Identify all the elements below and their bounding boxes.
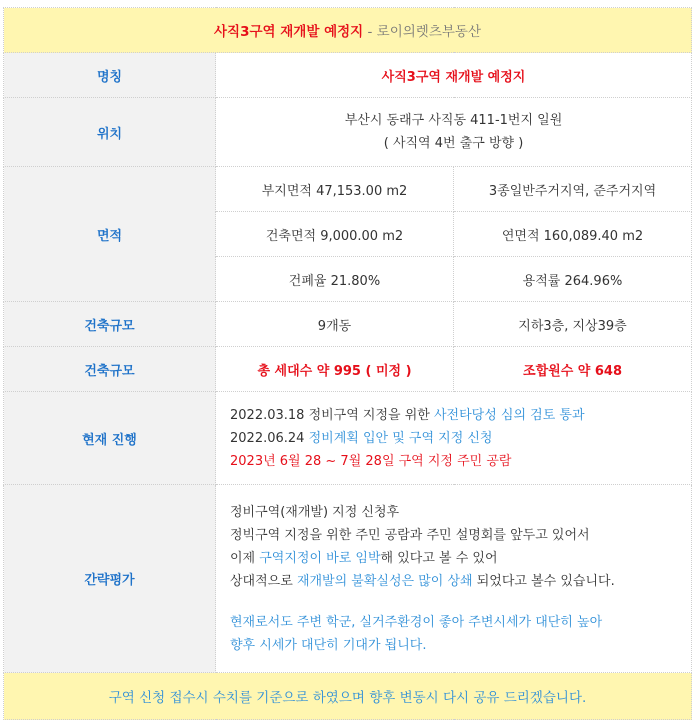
value-site-area: 부지면적 47,153.00 m2 <box>216 167 454 212</box>
eval-line-3 <box>230 547 685 570</box>
value-members: 조합원수 약 648 <box>454 347 692 392</box>
progress-line-1 <box>230 404 685 427</box>
progress-2-text: 2022.06.24 <box>230 430 309 446</box>
label-scale-1: 건축규모 <box>4 302 216 347</box>
progress-2-highlight: 정비계획 입안 및 구역 지정 신청 <box>308 430 493 446</box>
eval-line-1: 정비구역(재개발) 지정 신청후 <box>230 504 400 520</box>
eval-line-5: 현재로서도 주변 학군, 실거주환경이 좋아 주변시세가 대단히 높아 <box>230 614 603 630</box>
value-floor-area: 연면적 160,089.40 m2 <box>454 212 692 257</box>
value-coverage: 건폐율 21.80% <box>216 257 454 302</box>
header-banner <box>4 8 692 53</box>
blog-name: 로이의렛츠부동산 <box>376 24 481 40</box>
eval-line-4 <box>230 570 685 593</box>
label-area: 면적 <box>4 167 216 302</box>
eval-line-6: 향후 시세가 대단히 기대가 됩니다. <box>230 637 427 653</box>
label-scale-2: 건축규모 <box>4 347 216 392</box>
value-location <box>216 98 692 167</box>
row-area-1 <box>4 167 692 212</box>
footer-row <box>4 673 692 720</box>
progress-1-highlight: 사전타당성 심의 검토 통과 <box>433 407 585 423</box>
footer-note: 구역 신청 접수시 수치를 기준으로 하였으며 향후 변동시 다시 공유 드리겠습니다. <box>4 673 692 720</box>
eval-3-a: 이제 <box>230 550 260 566</box>
eval-4-a: 상대적으로 <box>230 573 297 589</box>
info-table <box>3 7 692 720</box>
row-progress <box>4 392 692 485</box>
page-title: 사직3구역 재개발 예정지 <box>214 24 364 40</box>
value-name: 사직3구역 재개발 예정지 <box>216 53 692 98</box>
eval-3-c: 해 있다고 볼 수 있어 <box>380 550 498 566</box>
label-name: 명칭 <box>4 53 216 98</box>
location-address: 부산시 동래구 사직동 411-1번지 일원 <box>344 113 563 128</box>
value-zoning: 3종일반주거지역, 준주거지역 <box>454 167 692 212</box>
row-name <box>4 53 692 98</box>
label-location: 위치 <box>4 98 216 167</box>
label-progress: 현재 진행 <box>4 392 216 485</box>
label-evaluation: 간략평가 <box>4 485 216 673</box>
row-scale-1 <box>4 302 692 347</box>
eval-3-highlight: 구역지정이 바로 임박 <box>259 550 381 566</box>
row-location <box>4 98 692 167</box>
value-far: 용적률 264.96% <box>454 257 692 302</box>
value-buildings: 9개동 <box>216 302 454 347</box>
value-floors: 지하3층, 지상39층 <box>454 302 692 347</box>
eval-4-c: 되었다고 볼수 있습니다. <box>472 573 615 589</box>
row-scale-2 <box>4 347 692 392</box>
value-progress <box>216 392 692 485</box>
progress-1-text: 2022.03.18 정비구역 지정을 위한 <box>230 407 434 423</box>
eval-4-highlight: 재개발의 불확실성은 많이 상쇄 <box>296 573 473 589</box>
location-note: ( 사직역 4번 출구 방향 ) <box>383 136 524 151</box>
eval-spacer <box>230 593 685 611</box>
progress-line-3: 2023년 6월 28 ~ 7월 28일 구역 지정 주민 공람 <box>230 453 512 469</box>
value-building-area: 건축면적 9,000.00 m2 <box>216 212 454 257</box>
header-row <box>4 8 692 53</box>
eval-line-2: 정빅구역 지정을 위한 주민 공람과 주민 설명회를 앞두고 있어서 <box>230 527 590 543</box>
value-evaluation <box>216 485 692 673</box>
title-separator: - <box>363 24 377 40</box>
info-card <box>3 7 691 720</box>
progress-line-2 <box>230 427 685 450</box>
value-households: 총 세대수 약 995 ( 미정 ) <box>216 347 454 392</box>
row-evaluation <box>4 485 692 673</box>
